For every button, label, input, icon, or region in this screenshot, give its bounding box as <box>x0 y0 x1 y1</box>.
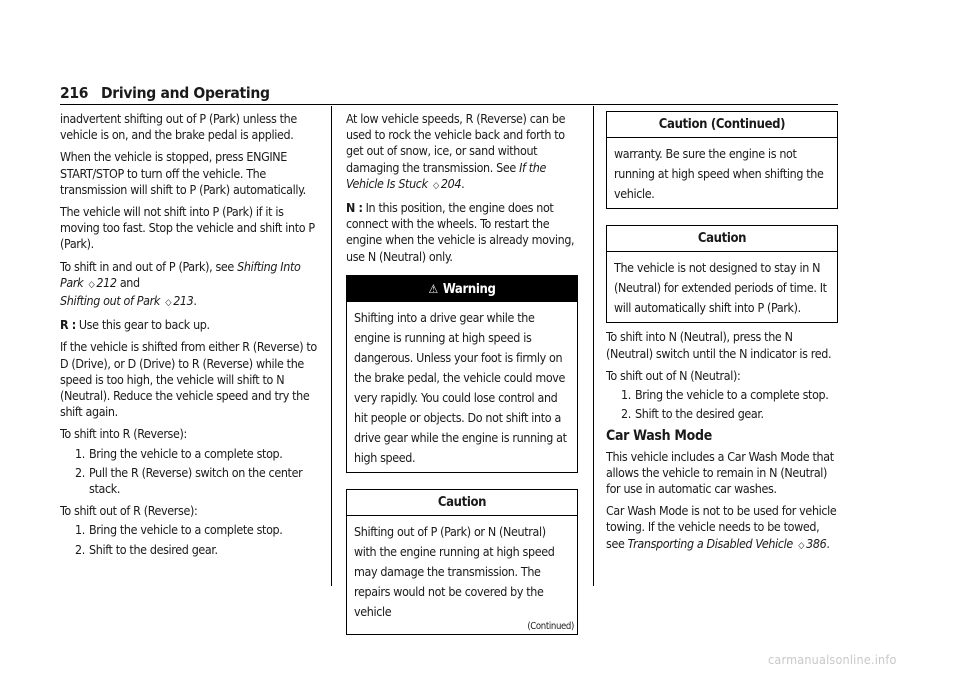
steps-into-reverse <box>60 446 318 498</box>
watermark: carmanualsonline.info <box>768 652 897 667</box>
gear-r-description: R : Use this gear to back up. <box>60 317 210 333</box>
list-intro: To shift into R (Reverse): <box>60 426 187 442</box>
xref-link-shifting-into-park[interactable]: Shifting Into Park <box>60 258 301 290</box>
warning-triangle-icon: ⚠ <box>428 281 438 296</box>
column-divider-2 <box>593 106 594 586</box>
steps-out-of-reverse <box>60 522 318 557</box>
caution-box <box>606 225 838 323</box>
column-2 <box>346 111 578 641</box>
xref-link-vehicle-stuck[interactable]: If the Vehicle Is Stuck <box>346 159 547 191</box>
caution-header: Caution <box>347 490 577 516</box>
gear-n-description: N : In this position, the engine does not connect with the wheels. To restart the engine when the vehicle is already moving, use N (Neutral) only. <box>346 200 575 264</box>
page-header <box>60 82 838 105</box>
list-item: 2. Pull the R (Reverse) switch on the center stack. <box>75 464 303 497</box>
paragraph: The vehicle will not shift into P (Park) if it is moving too fast. Stop the vehicle and shift into P (Park). <box>60 204 315 252</box>
xref-page[interactable]: 386 <box>806 535 827 551</box>
paragraph: inadvertent shifting out of P (Park) unless the vehicle is on, and the brake pedal is applied. <box>60 111 297 143</box>
warning-body: Shifting into a drive gear while the engine is running at high speed is dangerous. Unless your foot is firmly on the brake pedal, the vehicle could move very rapidly. You could lose control and hit people or objects. Do not shift into a drive gear while the engine is running at high speed. <box>354 310 567 466</box>
page-reference-icon: ◇ <box>798 540 805 551</box>
xref-page[interactable]: 213 <box>173 293 194 309</box>
steps-out-of-neutral <box>606 387 838 422</box>
paragraph-towing-reference: Car Wash Mode is not to be used for vehicle towing. If the vehicle needs to be towed, see Transporting a Disabled Vehicle ◇ 386. <box>606 503 838 554</box>
xref-link-transporting-disabled-vehicle[interactable]: Transporting a Disabled Vehicle <box>627 535 793 551</box>
column-divider-1 <box>331 106 332 586</box>
paragraph-park-reference: To shift in and out of P (Park), see Shifting Into Park ◇ 212 and Shifting out of Park ◇ 213. <box>60 259 318 312</box>
paragraph: This vehicle includes a Car Wash Mode that allows the vehicle to remain in N (Neutral) for use in automatic car washes. <box>606 448 834 497</box>
list-item: 2. Shift to the desired gear. <box>621 406 764 422</box>
page-reference-icon: ◇ <box>88 279 95 290</box>
caution-body: warranty. Be sure the engine is not running at high speed when shifting the vehicle. <box>614 146 824 202</box>
gear-label: R : <box>60 317 76 333</box>
list-intro: To shift out of R (Reverse): <box>60 503 198 519</box>
caution-continued-box <box>606 111 838 209</box>
paragraph-reverse-rocking: At low vehicle speeds, R (Reverse) can be used to rock the vehicle back and forth to get out of snow, ice, or sand without damaging the transmission. See If the Vehicle Is Stuck ◇ 204. <box>346 111 578 194</box>
page-reference-icon: ◇ <box>165 298 172 309</box>
caution-header: Caution (Continued) <box>607 112 837 138</box>
caution-header: Caution <box>607 226 837 252</box>
paragraph: When the vehicle is stopped, press ENGINE START/STOP to turn off the vehicle. The transmission will shift to P (Park) automatically. <box>60 149 306 197</box>
xref-link-shifting-out-of-park[interactable]: Shifting out of Park <box>60 293 160 309</box>
column-3 <box>606 111 838 560</box>
list-item: 1. Bring the vehicle to a complete stop. <box>621 387 829 403</box>
list-item: 1. Bring the vehicle to a complete stop. <box>75 445 283 461</box>
warning-box <box>346 275 578 473</box>
page-reference-icon: ◇ <box>432 180 439 191</box>
xref-page[interactable]: 212 <box>96 274 117 290</box>
continued-label: (Continued) <box>527 621 574 633</box>
paragraph: If the vehicle is shifted from either R (Reverse) to D (Drive), or D (Drive) to R (Reverse) while the speed is too high, the vehicle will shift to N (Neutral). Reduce the vehicle speed and try the shift again. <box>60 339 317 420</box>
list-item: 1. Bring the vehicle to a complete stop. <box>75 522 283 538</box>
xref-page[interactable]: 204 <box>440 175 462 191</box>
gear-label: N : <box>346 200 363 216</box>
caution-body: Shifting out of P (Park) or N (Neutral) with the engine running at high speed may damage the transmission. The repairs would not be covered by the vehicle <box>354 524 555 620</box>
paragraph: To shift into N (Neutral), press the N (Neutral) switch until the N indicator is red. <box>606 329 832 361</box>
list-intro: To shift out of N (Neutral): <box>606 367 741 383</box>
caution-box <box>346 489 578 635</box>
caution-body: The vehicle is not designed to stay in N (Neutral) for extended periods of time. It will automatically shift into P (Park). <box>614 260 827 316</box>
section-heading-car-wash-mode: Car Wash Mode <box>606 428 712 445</box>
column-1 <box>60 111 318 564</box>
list-item: 2. Shift to the desired gear. <box>75 541 218 557</box>
section-title: Driving and Operating <box>101 84 270 102</box>
page-number: 216 <box>60 84 89 102</box>
warning-header: ⚠ Warning <box>347 276 577 302</box>
